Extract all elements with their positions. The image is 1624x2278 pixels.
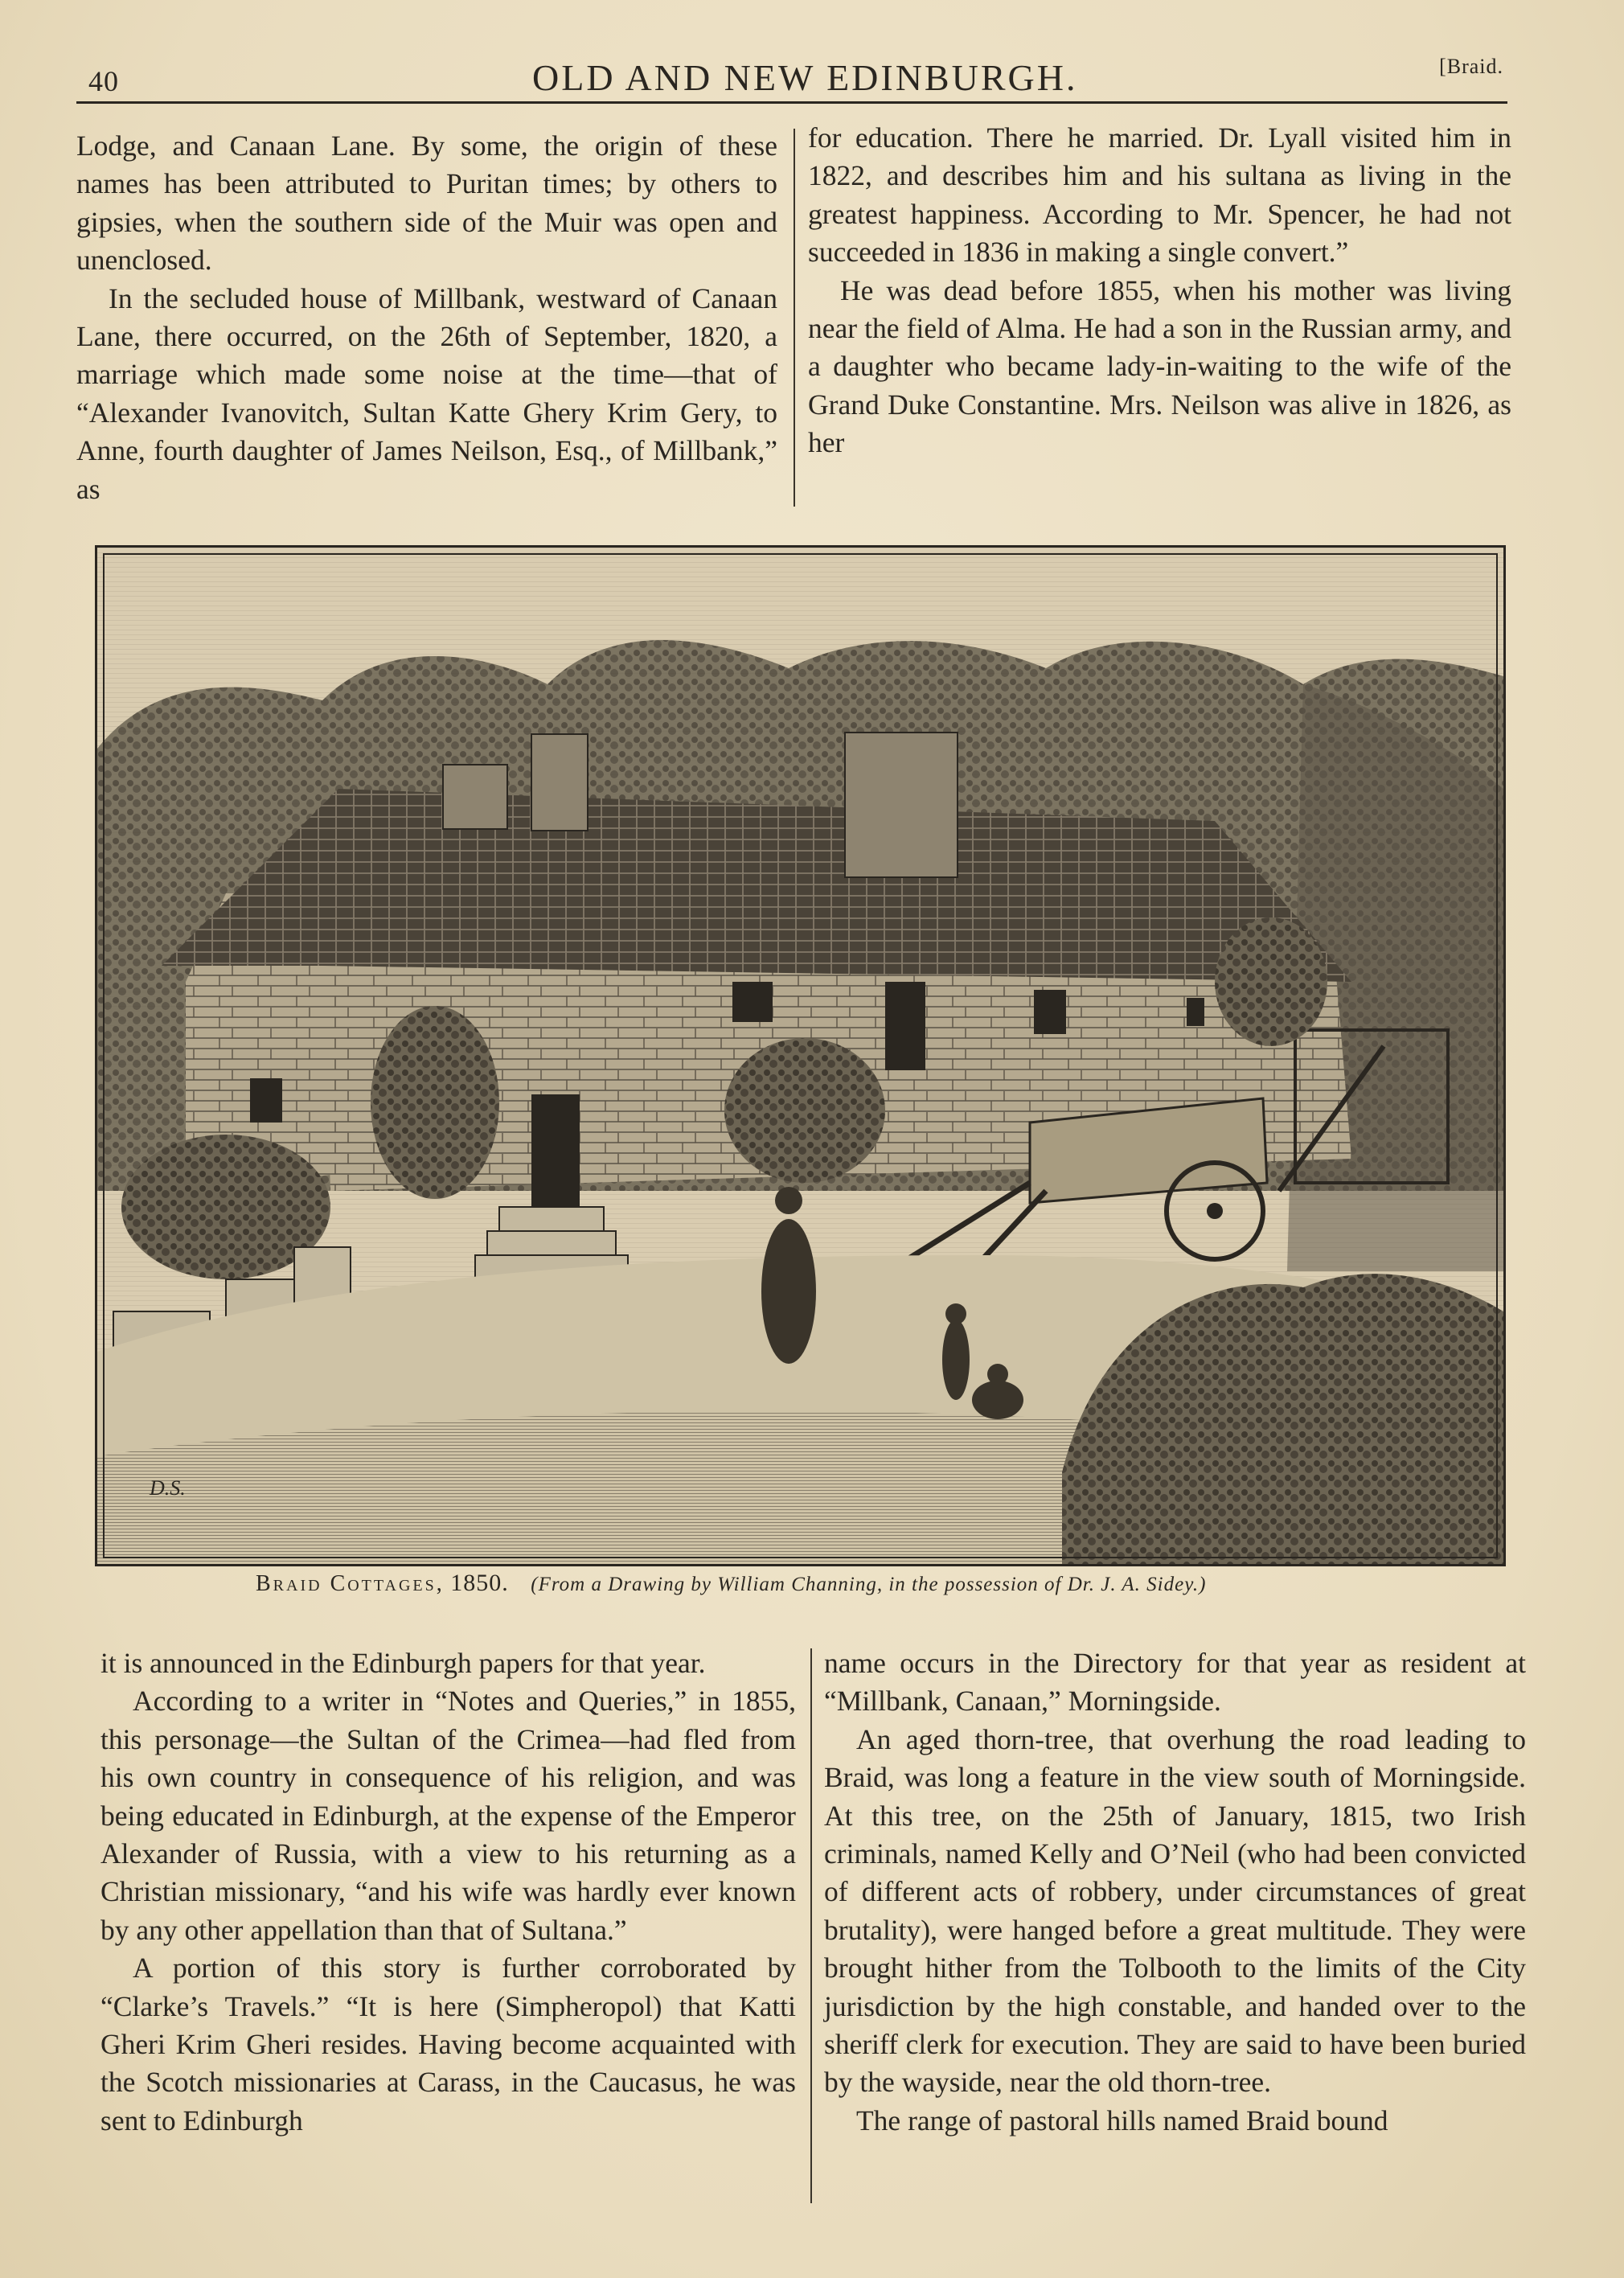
paragraph: it is announced in the Edinburgh papers for that year.	[100, 1647, 706, 1679]
column-divider	[794, 129, 795, 507]
paragraph: for education. There he married. Dr. Lyall visited him in 1822, and describes him and his sultana as living in the greatest happiness. According to Mr. Spencer, he had not succeeded in 1836 in making a single convert.”	[808, 121, 1511, 269]
caption-title: Braid Cottages,	[256, 1571, 445, 1596]
caption-year: 1850.	[450, 1570, 509, 1596]
paragraph: According to a writer in “Notes and Queries,” in 1855, this personage—the Sultan of the Crimea—had fled from his own country in consequence of his religion, and was being educated in Edinburgh, at the expense of the Emperor Alexander of Russia, with a view to his returning as a Christian missionary, “and his wife was hardly ever known by any other appellation than that of Sultana.”	[100, 1685, 796, 1946]
page-number: 40	[88, 65, 119, 97]
paragraph: In the secluded house of Millbank, westward of Canaan Lane, there occurred, on the 26th of September, 1820, a marriage which made some noise at the time—that of “Alexander Ivanovitch, Sultan Katte Ghery Krim Gery, to Anne, fourth daughter of James Neilson, Esq., of Millbank,” as	[76, 281, 777, 505]
top-left-column	[76, 127, 777, 508]
engraving-image	[97, 548, 1503, 1564]
engraving-frame	[95, 545, 1506, 1566]
bottom-left-column	[100, 1644, 796, 2140]
running-title: OLD AND NEW EDINBURGH.	[532, 57, 1078, 98]
paragraph: Lodge, and Canaan Lane. By some, the origin of these names has been attributed to Puritan times; by others to gipsies, when the southern side of the Muir was open and unenclosed.	[76, 129, 777, 277]
section-marker: [Braid.	[1439, 55, 1503, 78]
paragraph: An aged thorn-tree, that overhung the road leading to Braid, was long a feature in the view south of Morningside. At this tree, on the 25th of January, 1815, two Irish criminals, named Kelly and O’Neil (who had been convicted of different acts of robbery, under circumstances of great brutality), were hanged before a great multitude. They were brought hither from the Tolbooth to the limits of the City jurisdiction by the high constable, and handed over to the sheriff clerk for execution. They are said to have been buried by the wayside, near the old thorn-tree.	[824, 1722, 1526, 2099]
header-rule	[76, 101, 1507, 104]
paragraph: The range of pastoral hills named Braid bound	[856, 2104, 1388, 2136]
illustration-braid-cottages	[95, 545, 1506, 1566]
bottom-right-column	[824, 1644, 1526, 2140]
top-right-column	[808, 119, 1511, 462]
paragraph: A portion of this story is further corroborated by “Clarke’s Travels.” “It is here (Simpheropol) that Katti Gheri Krim Gheri resides. Having become acquainted with the Scotch missionaries at Carass, in the Caucasus, he was sent to Edinburgh	[100, 1952, 796, 2136]
figure-caption	[256, 1570, 1462, 1597]
caption-source: (From a Drawing by William Channing, in the possession of Dr. J. A. Sidey.)	[531, 1574, 1207, 1595]
page-header	[88, 50, 1503, 98]
column-divider	[810, 1648, 812, 2203]
engraver-signature: D.S.	[150, 1476, 186, 1500]
paragraph: He was dead before 1855, when his mother was living near the field of Alma. He had a son in the Russian army, and a daughter who became lady-in-waiting to the wife of the Grand Duke Constantine. Mrs. Neilson was alive in 1826, as her	[808, 273, 1511, 459]
paragraph: name occurs in the Directory for that year as resident at “Millbank, Canaan,” Morningside.	[824, 1647, 1526, 1718]
